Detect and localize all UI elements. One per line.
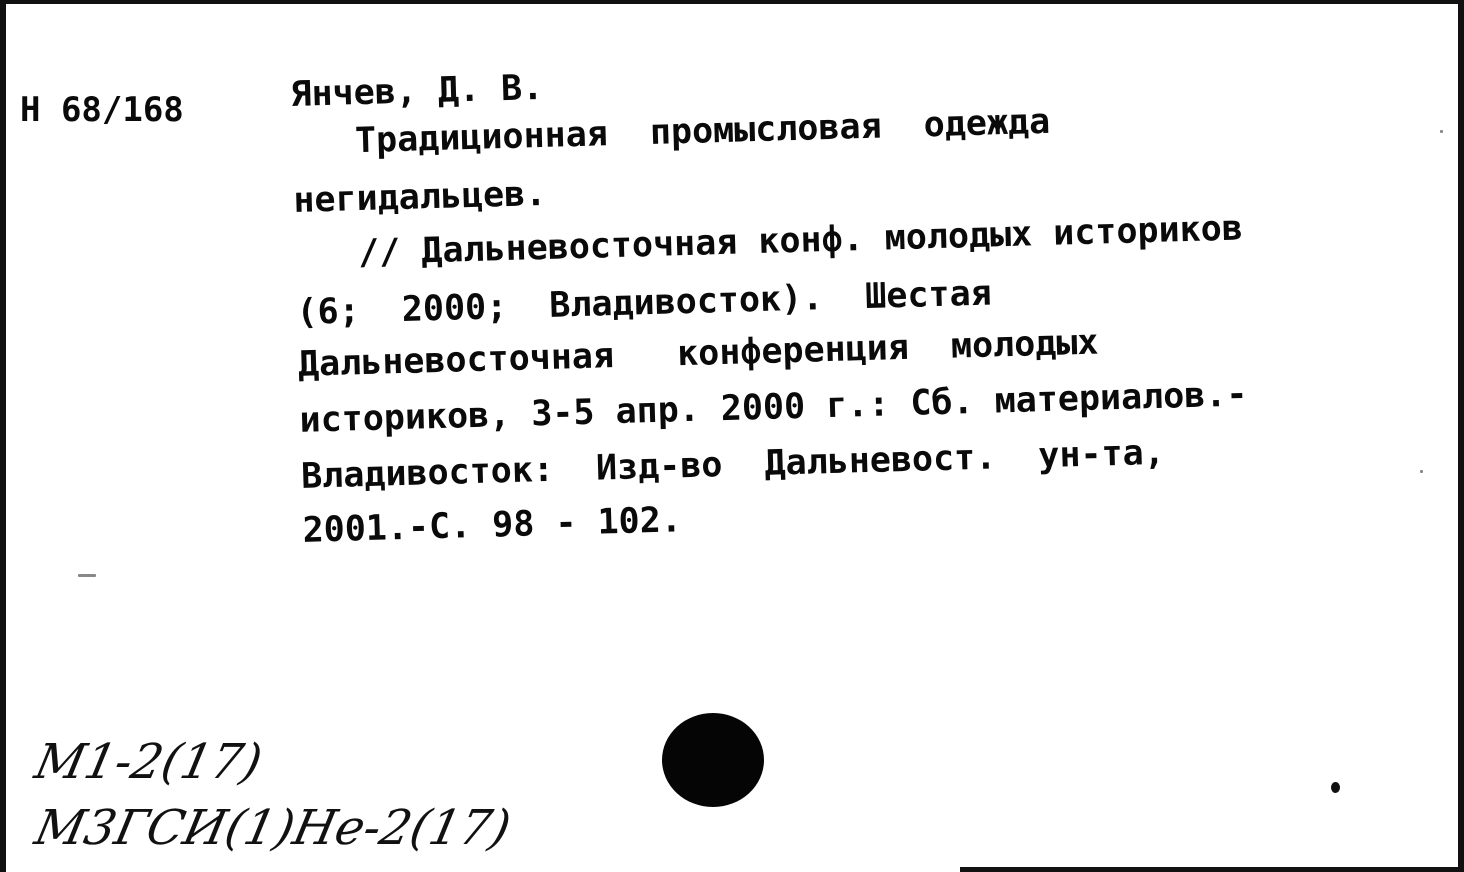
ink-dot bbox=[1331, 782, 1340, 793]
entry-line: Традиционная промысловая одежда bbox=[291, 101, 1051, 163]
call-number: Н 68/168 bbox=[20, 90, 184, 130]
card-border-bottom bbox=[960, 867, 1464, 872]
card-border-left bbox=[0, 0, 6, 872]
entry-line: историков, 3-5 апр. 2000 г.: Сб. материалов.- bbox=[299, 374, 1249, 441]
punch-hole bbox=[662, 713, 764, 807]
entry-line: негидальцев. bbox=[292, 173, 547, 221]
scan-speck bbox=[1420, 470, 1423, 473]
handwritten-shelfmark-1: М1-2(17) bbox=[30, 734, 267, 790]
entry-line: 2001.-С. 98 - 102. bbox=[302, 500, 683, 551]
entry-line: // Дальневосточная конф. молодых историков bbox=[294, 208, 1244, 275]
scan-speck bbox=[1440, 130, 1443, 133]
entry-line: (6; 2000; Владивосток). Шестая bbox=[296, 273, 993, 333]
handwritten-shelfmark-2: М3ГСИ(1)Не-2(17) bbox=[30, 800, 516, 856]
scan-speck bbox=[78, 574, 96, 577]
entry-author: Янчев, Д. В. bbox=[289, 67, 544, 115]
card-border-right bbox=[1458, 0, 1464, 872]
entry-line: Владивосток: Изд-во Дальневост. ун-та, bbox=[300, 432, 1166, 497]
entry-line: Дальневосточная конференция молодых bbox=[297, 322, 1099, 385]
card-border-top bbox=[0, 0, 1464, 4]
